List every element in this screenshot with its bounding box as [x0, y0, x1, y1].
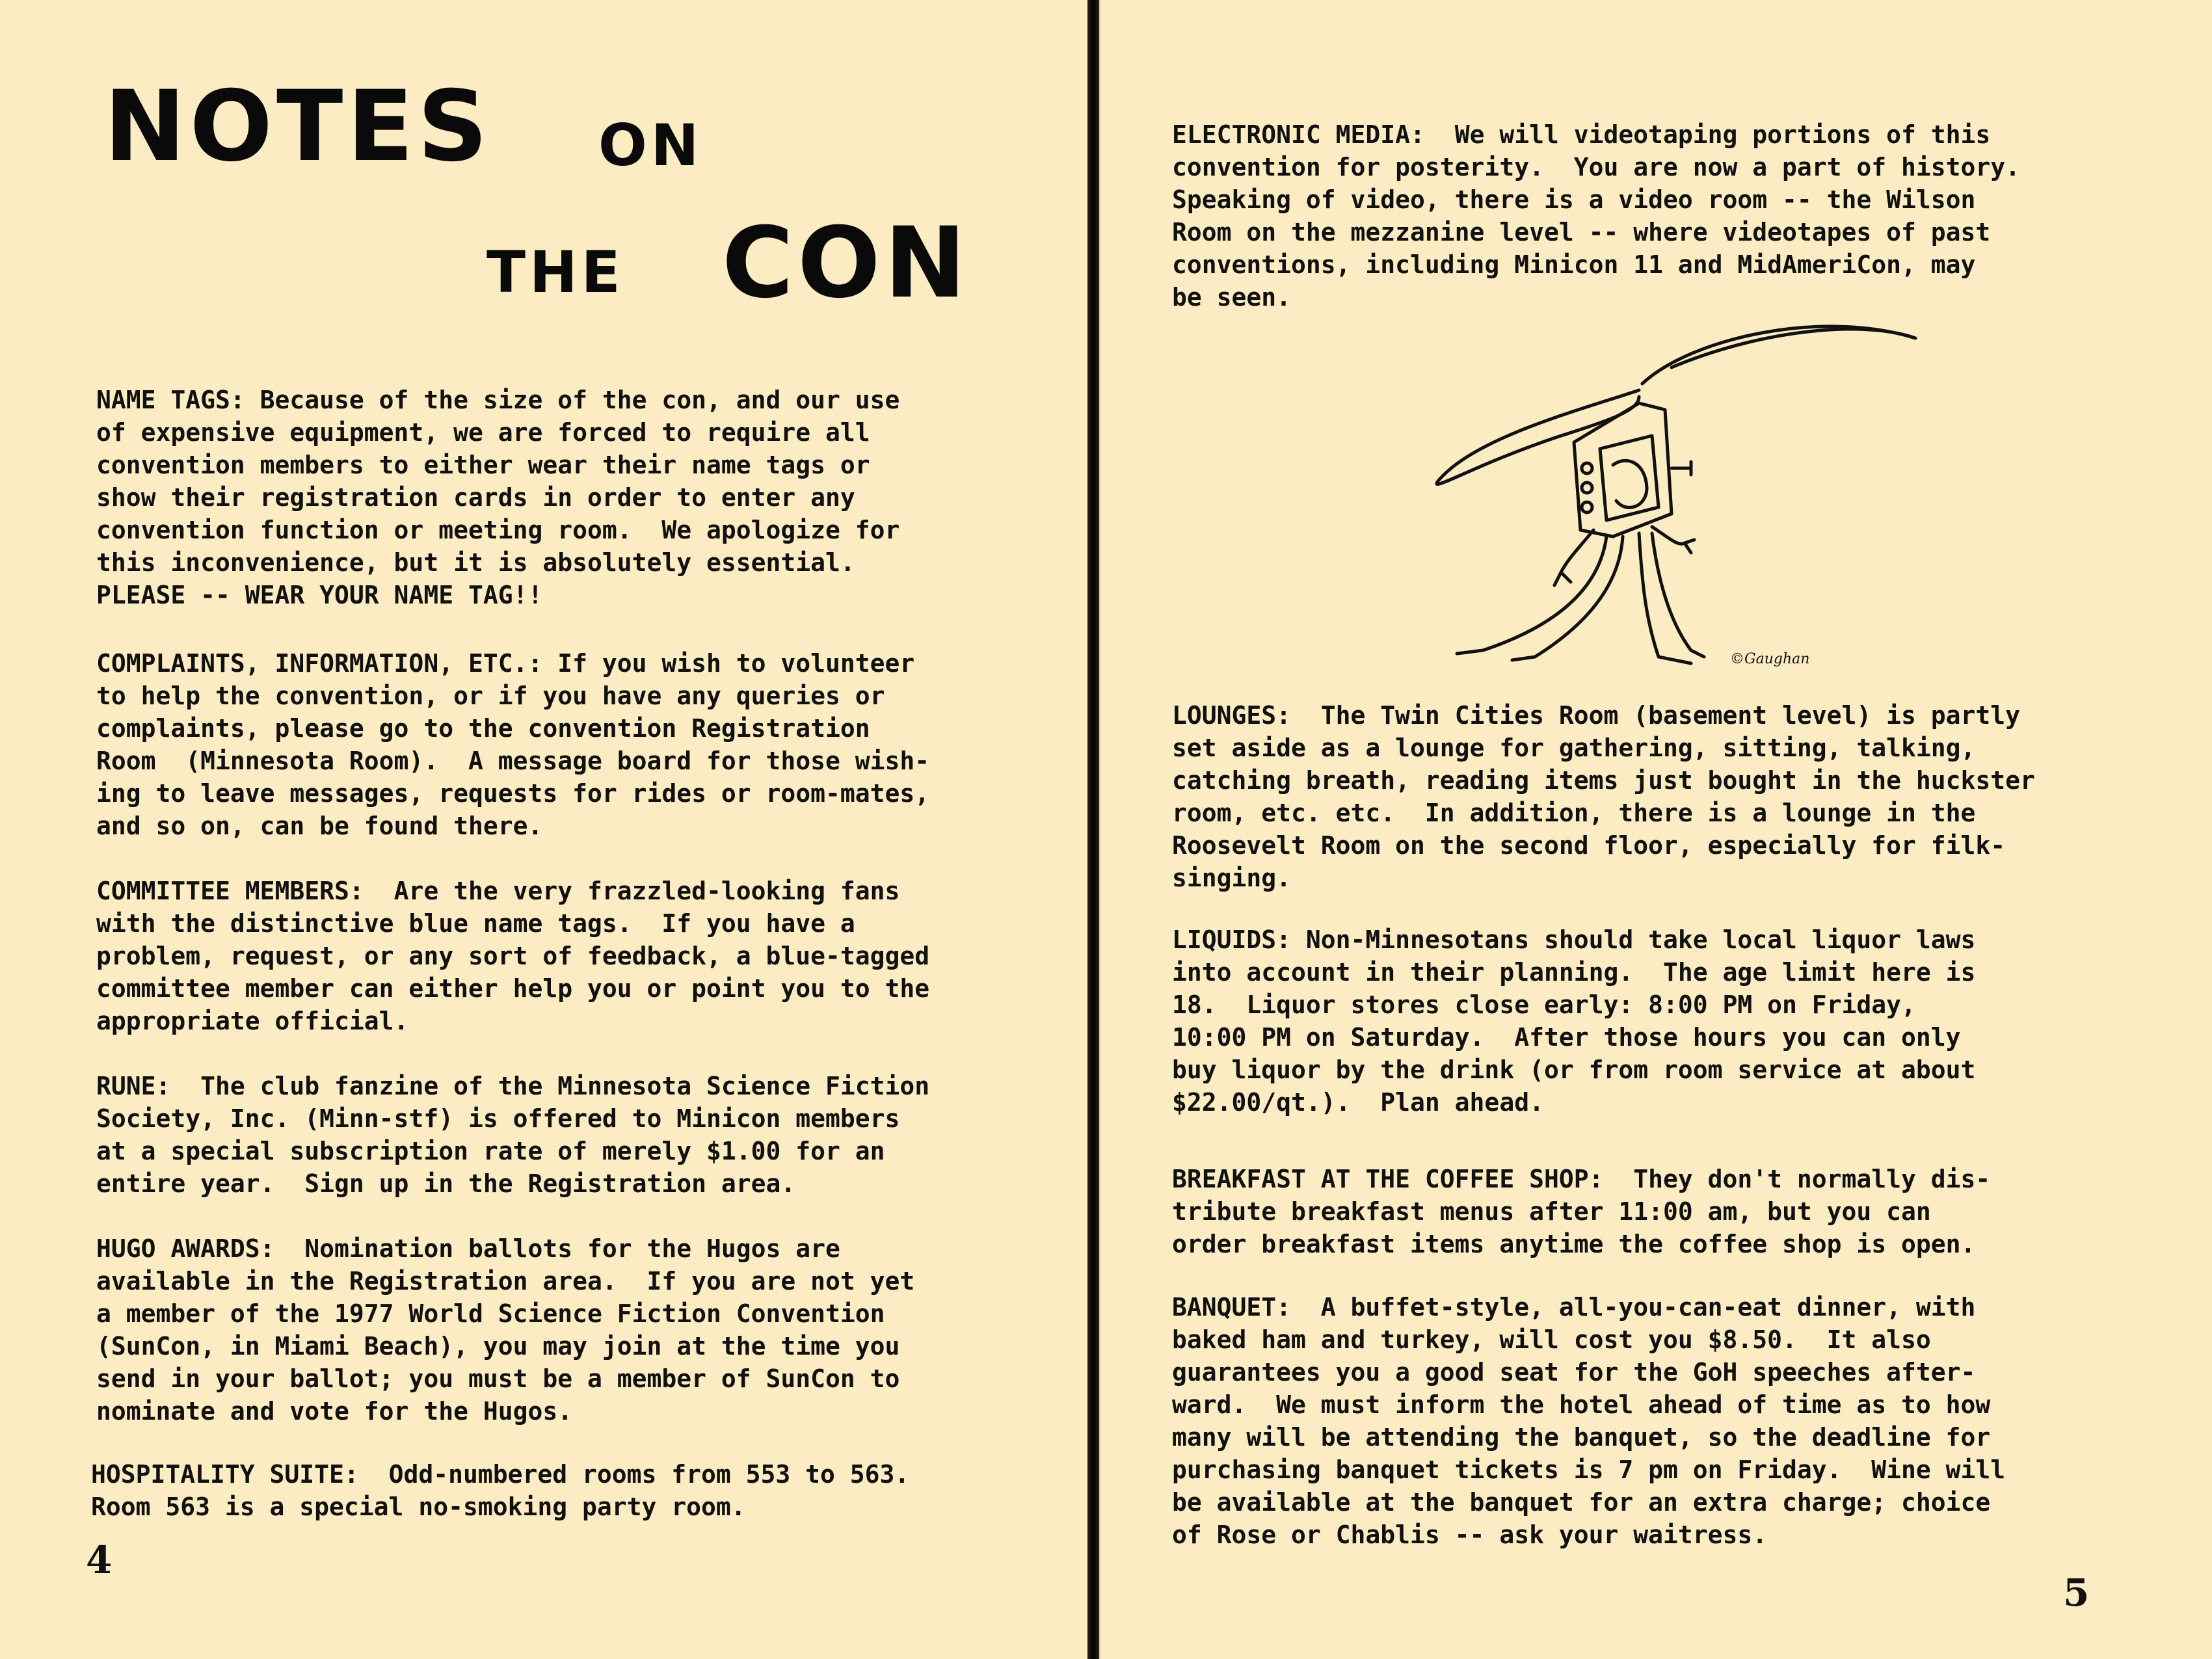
line: into account in their planning. The age limit here is	[1172, 958, 1976, 987]
line: send in your ballot; you must be a member of SunCon to	[96, 1364, 900, 1393]
line: be available at the banquet for an extra charge; choice	[1172, 1488, 1991, 1517]
line: show their registration cards in order to enter any	[96, 483, 855, 512]
paragraph-label: RUNE:	[96, 1072, 171, 1100]
paragraph-label: ELECTRONIC MEDIA:	[1172, 120, 1425, 149]
line: convention for posterity. You are now a part of history.	[1172, 153, 2021, 181]
line: to help the convention, or if you have any queries or	[96, 682, 885, 710]
line: problem, request, or any sort of feedback, a blue-tagged	[96, 942, 930, 970]
line: this inconvenience, but it is absolutely essential.	[96, 548, 855, 577]
line: committee member can either help you or point you to the	[96, 974, 930, 1003]
line: Odd-numbered rooms from 553 to 563.	[358, 1460, 910, 1489]
line: 18. Liquor stores close early: 8:00 PM on Friday,	[1172, 990, 1916, 1019]
paragraph-electronic-media	[1172, 118, 2020, 313]
line: Room on the mezzanine level -- where videotapes of past	[1172, 218, 1991, 246]
paragraph-rune	[96, 1070, 929, 1200]
line: order breakfast items anytime the coffee shop is open.	[1172, 1230, 1976, 1258]
paragraph-label: COMPLAINTS, INFORMATION, ETC.:	[96, 649, 543, 678]
line: We will videotaping portions of this	[1424, 120, 1991, 149]
page-number: 5	[2063, 1571, 2090, 1615]
paragraph-label: LOUNGES:	[1172, 701, 1292, 730]
line: purchasing banquet tickets is 7 pm on Friday. Wine will	[1172, 1455, 2006, 1484]
paragraph-label: BREAKFAST AT THE COFFEE SHOP:	[1172, 1165, 1604, 1193]
paragraph-label: HUGO AWARDS:	[96, 1234, 275, 1263]
line: A buffet-style, all-you-can-eat dinner, with	[1291, 1293, 1976, 1321]
line: at a special subscription rate of merely $1.00 for an	[96, 1137, 885, 1165]
paragraph-lounges	[1172, 699, 2035, 894]
line: with the distinctive blue name tags. If you have a	[96, 909, 855, 938]
paragraph-hospitality-suite	[91, 1458, 909, 1523]
line: Speaking of video, there is a video room -- the Wilson	[1172, 185, 1976, 214]
paragraph-name-tags	[96, 384, 899, 611]
illustration-signature: ©Gaughan	[1730, 651, 1810, 667]
paragraph-banquet	[1172, 1291, 2005, 1551]
title-word-the: THE	[486, 239, 624, 306]
line: Society, Inc. (Minn-stf) is offered to Minicon members	[96, 1104, 900, 1133]
right-page	[1099, 0, 2212, 1659]
line: set aside as a lounge for gathering, sitting, talking,	[1172, 734, 1976, 762]
line: Roosevelt Room on the second floor, especially for filk-	[1172, 831, 2006, 860]
line: $22.00/qt.). Plan ahead.	[1172, 1088, 1544, 1117]
line: Because of the size of the con, and our use	[245, 386, 900, 414]
line: baked ham and turkey, will cost you $8.50. It also	[1172, 1325, 1931, 1354]
line: ward. We must inform the hotel ahead of time as to how	[1172, 1390, 1991, 1419]
line: ing to leave messages, requests for rides or room-mates,	[96, 779, 930, 808]
walking-television-illustration	[1366, 312, 1925, 676]
line: PLEASE -- WEAR YOUR NAME TAG!!	[96, 581, 543, 609]
line: appropriate official.	[96, 1007, 409, 1035]
line: conventions, including Minicon 11 and MidAmeriCon, may	[1172, 250, 1976, 279]
paragraph-label: COMMITTEE MEMBERS:	[96, 877, 364, 905]
paragraph-hugo-awards	[96, 1232, 914, 1427]
title-word-con: CON	[722, 207, 970, 320]
line: The Twin Cities Room (basement level) is partly	[1291, 701, 2021, 730]
line: Room 563 is a special no-smoking party room.	[91, 1493, 746, 1521]
line: If you wish to volunteer	[542, 649, 915, 678]
paragraph-label: BANQUET:	[1172, 1293, 1292, 1321]
line: Room (Minnesota Room). A message board for those wish-	[96, 747, 930, 775]
line: buy liquor by the drink (or from room service at about	[1172, 1055, 1976, 1084]
line: Are the very frazzled-looking fans	[364, 877, 900, 905]
line: singing.	[1172, 864, 1292, 892]
line: complaints, please go to the convention Registration	[96, 714, 870, 743]
line: a member of the 1977 World Science Fiction Convention	[96, 1299, 885, 1328]
page-number: 4	[86, 1538, 113, 1582]
left-page	[0, 0, 1089, 1659]
line: of Rose or Chablis -- ask your waitress.	[1172, 1520, 1768, 1549]
paragraph-breakfast	[1172, 1163, 1990, 1260]
line: (SunCon, in Miami Beach), you may join at the time you	[96, 1332, 900, 1360]
paragraph-label: HOSPITALITY SUITE:	[91, 1460, 359, 1489]
line: room, etc. etc. In addition, there is a lounge in the	[1172, 799, 1976, 827]
line: convention function or meeting room. We apologize for	[96, 516, 900, 544]
title-word-on: ON	[598, 112, 703, 179]
line: available in the Registration area. If you are not yet	[96, 1267, 915, 1295]
line: 10:00 PM on Saturday. After those hours you can only	[1172, 1023, 1961, 1052]
line: and so on, can be found there.	[96, 812, 543, 840]
line: Non-Minnesotans should take local liquor laws	[1291, 925, 1976, 954]
paragraph-committee-members	[96, 875, 929, 1037]
line: guarantees you a good seat for the GoH speeches after-	[1172, 1358, 1976, 1387]
line: nominate and vote for the Hugos.	[96, 1397, 573, 1426]
line: many will be attending the banquet, so the deadline for	[1172, 1423, 1991, 1452]
line: catching breath, reading items just bought in the huckster	[1172, 766, 2035, 795]
line: Nomination ballots for the Hugos are	[274, 1234, 840, 1263]
line: tribute breakfast menus after 11:00 am, but you can	[1172, 1197, 1931, 1226]
paragraph-label: LIQUIDS:	[1172, 925, 1292, 954]
line: of expensive equipment, we are forced to require all	[96, 418, 870, 447]
line: They don't normally dis-	[1603, 1165, 1991, 1193]
title-word-notes: NOTES	[104, 70, 492, 183]
paragraph-liquids	[1172, 923, 1975, 1119]
line: The club fanzine of the Minnesota Science Fiction	[170, 1072, 930, 1100]
paragraph-complaints	[96, 647, 929, 842]
line: be seen.	[1172, 283, 1292, 312]
paragraph-label: NAME TAGS:	[96, 386, 245, 414]
line: entire year. Sign up in the Registration area.	[96, 1169, 796, 1198]
line: convention members to either wear their name tags or	[96, 451, 870, 479]
book-spine	[1087, 0, 1099, 1659]
